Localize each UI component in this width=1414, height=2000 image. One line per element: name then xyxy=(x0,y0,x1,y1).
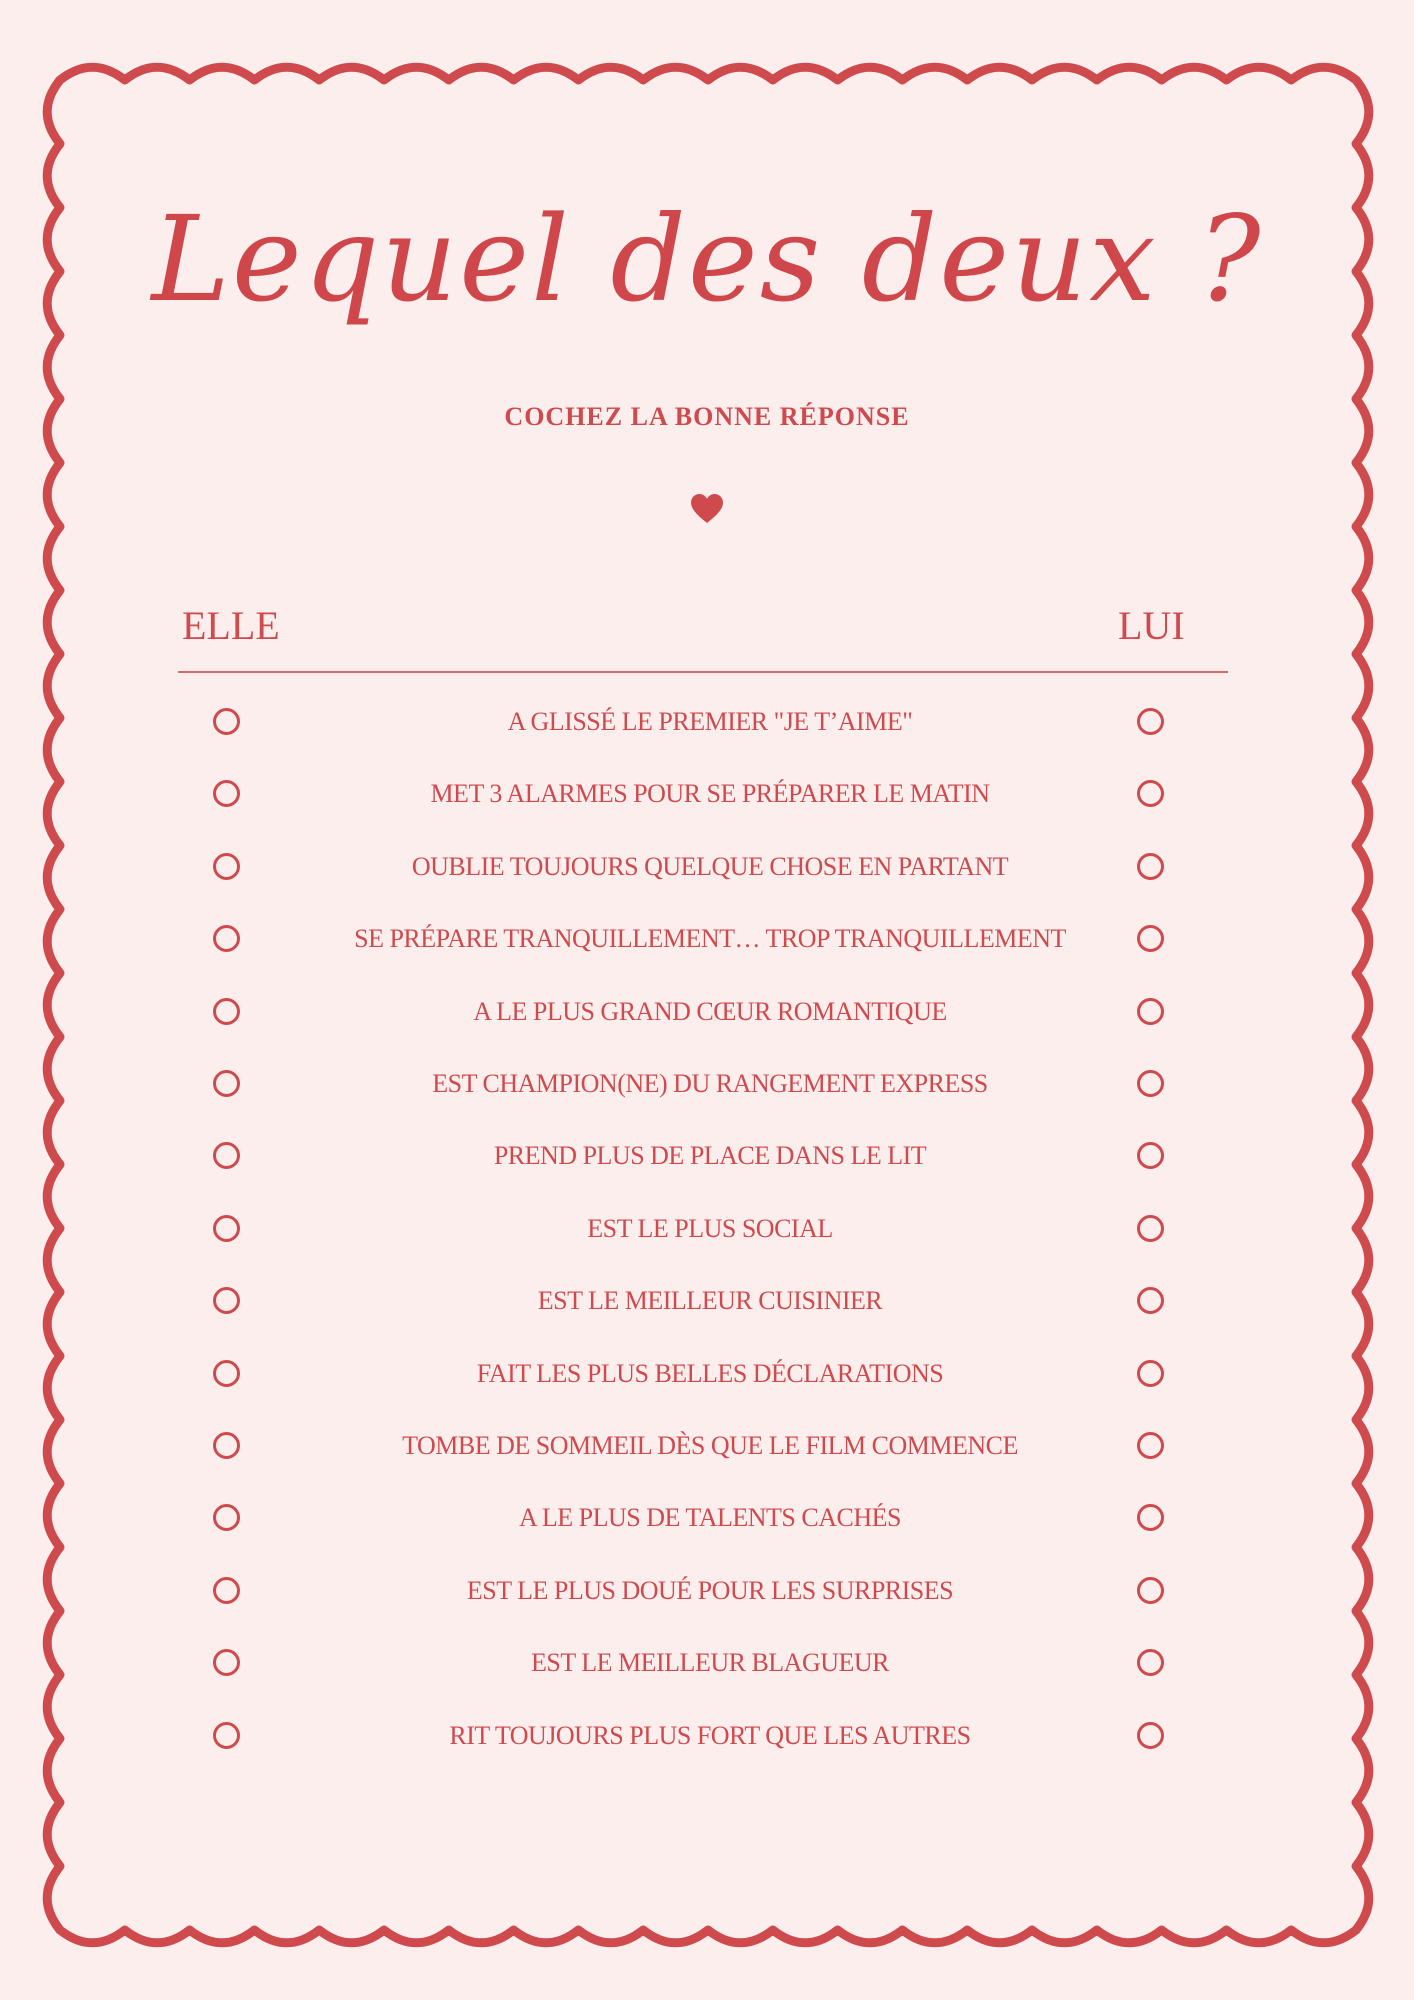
question-label: FAIT LES PLUS BELLES DÉCLARATIONS xyxy=(476,1358,944,1388)
lui-checkbox[interactable] xyxy=(1137,998,1164,1025)
question-row xyxy=(0,1498,1414,1538)
elle-checkbox[interactable] xyxy=(213,1287,240,1314)
lui-checkbox[interactable] xyxy=(1137,1504,1164,1531)
question-row xyxy=(0,847,1414,887)
question-row xyxy=(0,1426,1414,1466)
question-row xyxy=(0,1281,1414,1321)
lui-checkbox[interactable] xyxy=(1137,1577,1164,1604)
elle-checkbox[interactable] xyxy=(213,1504,240,1531)
question-row xyxy=(0,1643,1414,1683)
lui-checkbox[interactable] xyxy=(1137,1649,1164,1676)
elle-checkbox[interactable] xyxy=(213,1215,240,1242)
question-row xyxy=(0,774,1414,814)
question-row xyxy=(0,1716,1414,1756)
lui-checkbox[interactable] xyxy=(1137,925,1164,952)
lui-checkbox[interactable] xyxy=(1137,1722,1164,1749)
question-label: EST LE MEILLEUR BLAGUEUR xyxy=(531,1648,889,1678)
question-label: A LE PLUS GRAND CŒUR ROMANTIQUE xyxy=(473,996,947,1026)
lui-checkbox[interactable] xyxy=(1137,1360,1164,1387)
question-label: OUBLIE TOUJOURS QUELQUE CHOSE EN PARTANT xyxy=(411,851,1009,881)
elle-checkbox[interactable] xyxy=(213,708,240,735)
question-label: SE PRÉPARE TRANQUILLEMENT… TROP TRANQUILLEMENT xyxy=(354,924,1066,954)
elle-checkbox[interactable] xyxy=(213,925,240,952)
elle-checkbox[interactable] xyxy=(213,780,240,807)
question-label: PREND PLUS DE PLACE DANS LE LIT xyxy=(493,1141,927,1171)
question-label: EST LE PLUS DOUÉ POUR LES SURPRISES xyxy=(466,1575,954,1605)
lui-checkbox[interactable] xyxy=(1137,1215,1164,1242)
column-header-lui: LUI xyxy=(1118,603,1185,648)
question-label: RIT TOUJOURS PLUS FORT QUE LES AUTRES xyxy=(449,1720,971,1750)
question-row xyxy=(0,1064,1414,1104)
question-label: EST CHAMPION(NE) DU RANGEMENT EXPRESS xyxy=(432,1069,988,1098)
elle-checkbox[interactable] xyxy=(213,1360,240,1387)
question-row xyxy=(0,1209,1414,1249)
question-row xyxy=(0,1354,1414,1394)
question-label: EST LE MEILLEUR CUISINIER xyxy=(537,1286,883,1316)
question-row xyxy=(0,1571,1414,1611)
question-label: EST LE PLUS SOCIAL xyxy=(587,1213,833,1243)
elle-checkbox[interactable] xyxy=(213,1577,240,1604)
question-label: TOMBE DE SOMMEIL DÈS QUE LE FILM COMMENCE xyxy=(402,1431,1018,1460)
lui-checkbox[interactable] xyxy=(1137,853,1164,880)
lui-checkbox[interactable] xyxy=(1137,780,1164,807)
question-row xyxy=(0,919,1414,959)
lui-checkbox[interactable] xyxy=(1137,1142,1164,1169)
question-label: A GLISSÉ LE PREMIER "JE T’AIME" xyxy=(507,707,913,736)
column-header-elle: ELLE xyxy=(182,603,280,648)
page-subtitle: COCHEZ LA BONNE RÉPONSE xyxy=(504,402,910,431)
elle-checkbox[interactable] xyxy=(213,853,240,880)
lui-checkbox[interactable] xyxy=(1137,1287,1164,1314)
elle-checkbox[interactable] xyxy=(213,1070,240,1097)
question-row xyxy=(0,1136,1414,1176)
lui-checkbox[interactable] xyxy=(1137,708,1164,735)
lui-checkbox[interactable] xyxy=(1137,1070,1164,1097)
question-row xyxy=(0,992,1414,1032)
elle-checkbox[interactable] xyxy=(213,1142,240,1169)
question-label: MET 3 ALARMES POUR SE PRÉPARER LE MATIN xyxy=(430,779,990,809)
elle-checkbox[interactable] xyxy=(213,998,240,1025)
elle-checkbox[interactable] xyxy=(213,1722,240,1749)
elle-checkbox[interactable] xyxy=(213,1649,240,1676)
question-label: A LE PLUS DE TALENTS CACHÉS xyxy=(519,1503,901,1533)
page-title: Lequel des deux ? xyxy=(151,190,1263,328)
elle-checkbox[interactable] xyxy=(213,1432,240,1459)
question-row xyxy=(0,702,1414,742)
lui-checkbox[interactable] xyxy=(1137,1432,1164,1459)
